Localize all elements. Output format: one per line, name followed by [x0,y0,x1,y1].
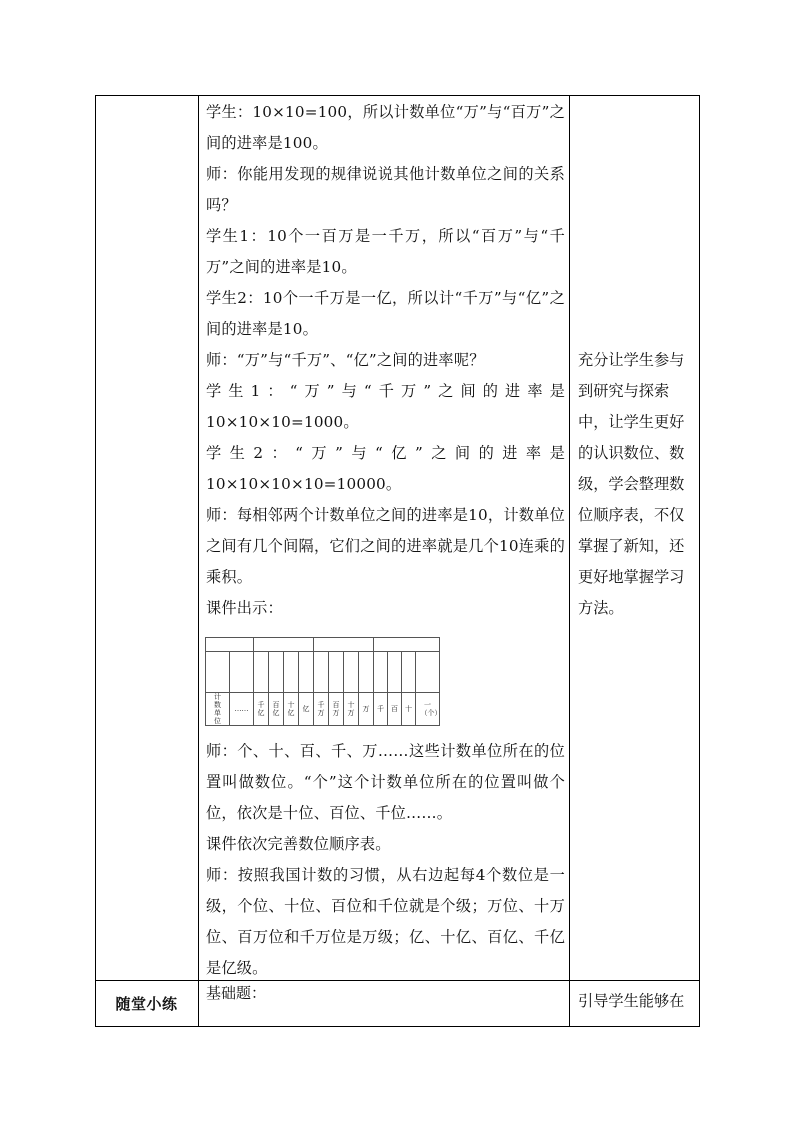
dialogue-line: 师：“万”与“千万”、“亿”之间的进率呢？ [206,351,485,369]
chart-unit-cell: 十亿 [284,693,299,726]
chart-unit-cell: 百亿 [269,693,284,726]
practice-content: 基础题： [206,984,267,1002]
chart-unit-cell: 一（个） [416,693,440,726]
chart-unit-cell: 百 [388,693,402,726]
dialogue-line: 师：按照我国计数的习惯，从右边起每4个数位是一级，个位、十位、百位和千位就是个级；万位、十万位、百万位和千万位是万级；亿、十亿、百亿、千亿是亿级。 [206,866,565,977]
dialogue-line: 学生1：10个一百万是一千万，所以“百万”与“千万”之间的进率是10。 [206,227,565,276]
teaching-process-cell [198,97,569,984]
chart-unit-cell: 亿 [299,693,314,726]
dialogue-line: 师：个、十、百、千、万……这些计数单位所在的位置叫做数位。“个”这个计数单位所在的位置叫做个位，依次是十位、百位、千位……。 [206,742,565,822]
dialogue-line: 学生1：“万”与“千万”之间的进率是10×10×10=1000。 [206,382,565,431]
chart-unit-cell: 千 [374,693,388,726]
dialogue-line: 学生：10×10=100，所以计数单位“万”与“百万”之间的进率是100。 [206,103,565,152]
practice-intent: 引导学生能够在 [578,992,685,1010]
design-intent-cell [571,345,697,624]
dialogue-line: 师：你能用发现的规律说说其他计数单位之间的关系吗？ [206,165,565,214]
place-value-chart [205,637,440,726]
dialogue-line: 学生2：“万”与“亿”之间的进率是10×10×10×10=10000。 [206,444,565,493]
dialogue-line: 课件依次完善数位顺序表。 [206,835,391,853]
chart-unit-cell: 十万 [344,693,359,726]
chart-row-label: 计数单位 [206,693,230,726]
chart-unit-cell: 十 [402,693,416,726]
dialogue-line: 学生2：10个一千万是一亿，所以计“千万”与“亿”之间的进率是10。 [206,289,565,338]
chart-unit-cell: 万 [359,693,374,726]
dialogue-line: 课件出示： [206,599,283,617]
dialogue-line: 师：每相邻两个计数单位之间的进率是10，计数单位之间有几个间隔，它们之间的进率就是几个10连乘的乘积。 [206,506,565,586]
lesson-table [95,95,700,1027]
chart-unit-cell: …… [230,693,254,726]
chart-unit-cell: 百万 [329,693,344,726]
design-intent-text: 充分让学生参与到研究与探索中，让学生更好的认识数位、数级，学会整理数位顺序表，不仅掌握了新知，还更好地掌握学习方法。 [578,351,685,617]
chart-unit-cell: 千万 [314,693,329,726]
practice-label: 随堂小练 [115,995,178,1013]
chart-unit-cell: 千亿 [254,693,269,726]
